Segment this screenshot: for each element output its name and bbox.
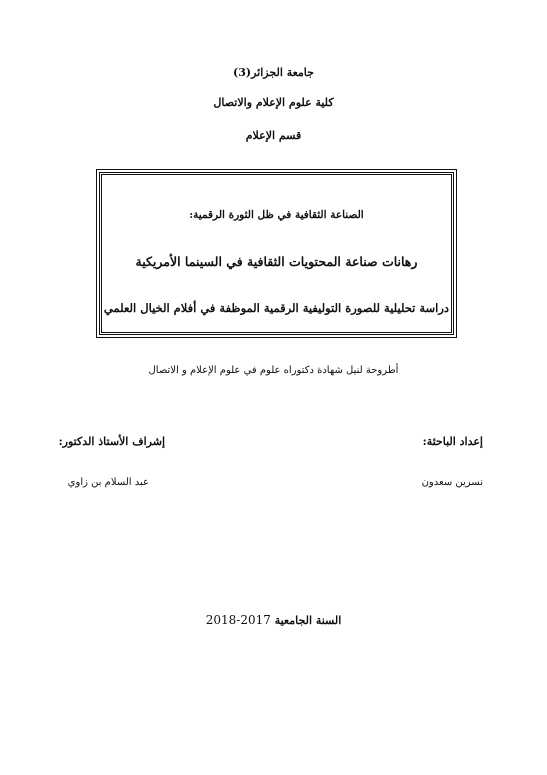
author-label: إعداد الباحثة: [422,435,483,448]
thesis-subtitle: الصناعة الثقافية في ظل الثورة الرقمية: [189,209,364,221]
title-frame [99,172,454,335]
academic-year-value: 2017-2018 [205,613,271,627]
university-name: جامعة الجزائر(3) [233,66,314,79]
supervisor-label: إشراف الأستاذ الدكتور: [58,435,165,448]
author-name: نسرين سعدون [421,477,483,488]
thesis-degree-note: أطروحة لنيل شهادة دكتوراه علوم في علوم الإعلام و الاتصال [148,365,399,376]
academic-year [0,613,547,627]
supervisor-name: عبد السلام بن زاوي [67,477,149,488]
faculty-name: كلية علوم الإعلام والاتصال [213,96,334,109]
thesis-main-title: رهانات صناعة المحتويات الثقافية في السينما الأمريكية [135,254,418,269]
department-name: قسم الإعلام [245,129,302,142]
thesis-description: دراسة تحليلية للصورة التوليفية الرقمية الموظفة في أفلام الخيال العلمي [103,301,450,315]
academic-year-label: السنة الجامعية [274,614,342,627]
